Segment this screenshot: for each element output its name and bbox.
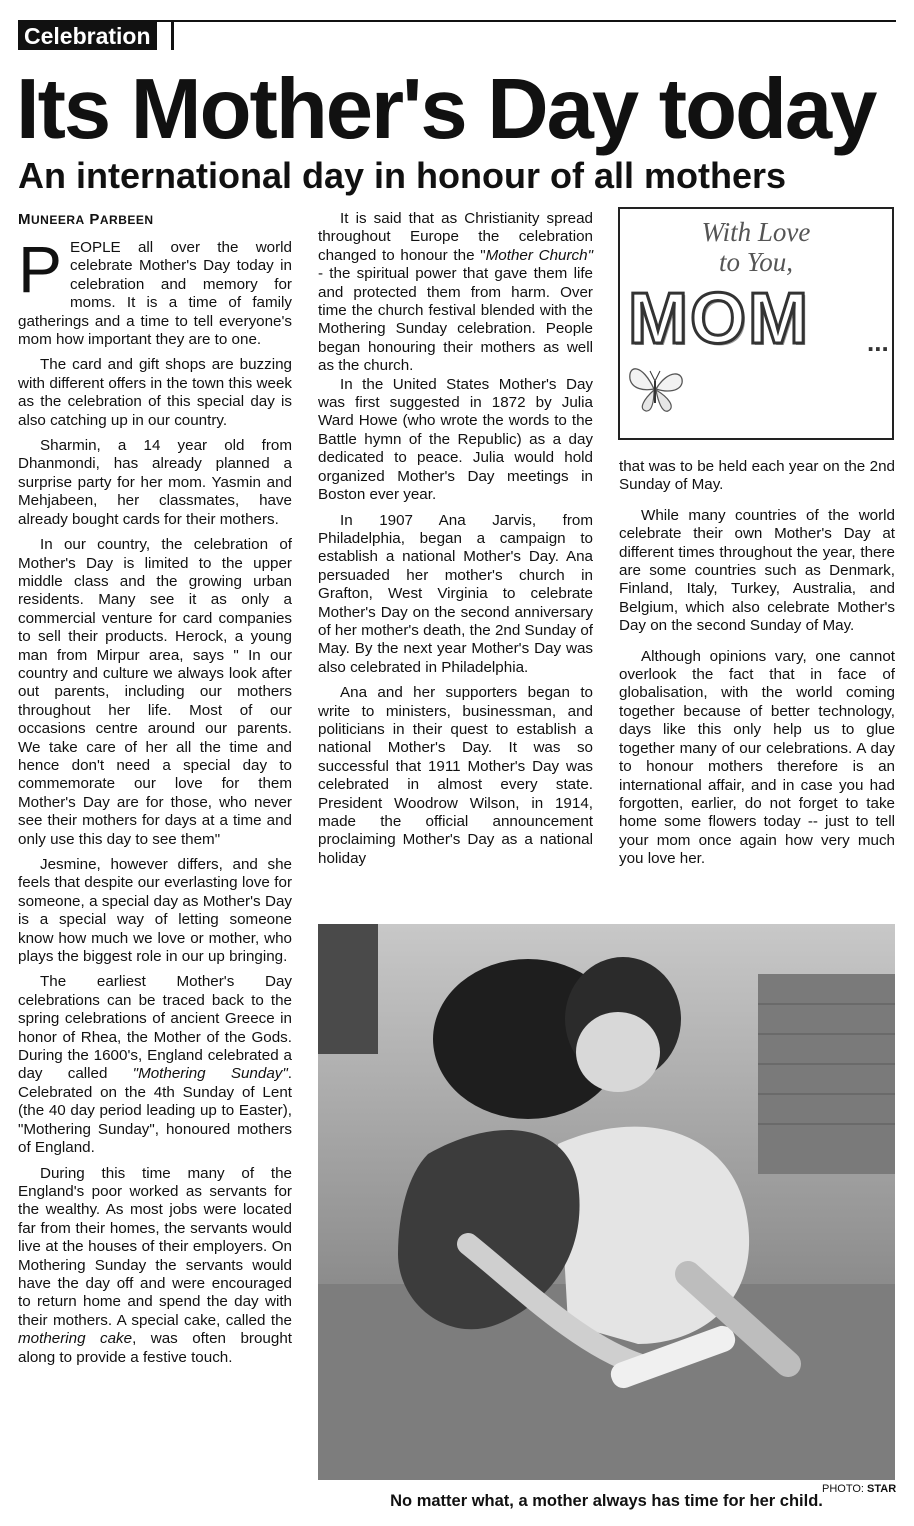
- paragraph: While many countries of the world celebrate their own Mother's Day at different times throughout the year, there are some countries such as Denmark, Finland, Italy, Turkey, Australia, and Belgium, which also celebrate Mother's Day on the second Sunday of May.: [619, 506, 895, 635]
- mothers-day-graphic: [618, 207, 894, 440]
- byline-last-rest: ARBEEN: [99, 213, 154, 227]
- paragraph: Although opinions vary, one cannot overlook the fact that in face of globalisation, with the world coming together because of better technology, days like this only help us to glue together many of our celebrations. A day to honour mothers therefore is an international affair, and in case you had forgotten, earlier, do not forget to take home some flowers today -- just to tell your mom once again how very much you love her.: [619, 647, 895, 868]
- photo-caption: No matter what, a mother always has time for her child.: [390, 1492, 823, 1510]
- byline-first-initial: M: [18, 211, 31, 228]
- paragraph: Jesmine, however differs, and she feels that despite our everlasting love for someone, a special day as Mother's Day is a special way of letting someone know how much we love or mother, who plays the biggest role in our up bringing.: [18, 856, 292, 966]
- paragraph-text: It is said that as Christianity spread throughout Europe the celebration changed to honour the ": [318, 210, 593, 264]
- drop-cap: P: [18, 232, 63, 306]
- emphasis-text: Mother Church": [485, 246, 593, 264]
- section-label: Celebration: [18, 22, 157, 50]
- article-column-2: [318, 210, 593, 868]
- mother-child-photo: [318, 924, 895, 1480]
- paragraph: [18, 232, 292, 349]
- paragraph: In the United States Mother's Day was first suggested in 1872 by Julia Ward Howe (who wrote the words to the Battle hymn of the Republic) as a day dedicated to peace. Julia would hold organized Mother's Day meetings in Boston ever year.: [318, 375, 593, 504]
- promo-ellipsis: ...: [867, 327, 889, 357]
- photo-illustration: [318, 924, 895, 1480]
- paragraph: that was to be held each year on the 2nd Sunday of May.: [619, 458, 895, 494]
- headline: Its Mother's Day today: [16, 62, 876, 157]
- paragraph-text: , was often brought along to provide a festive touch.: [18, 1330, 292, 1366]
- photo-credit-label: PHOTO:: [822, 1483, 868, 1495]
- paragraph-text: . Celebrated on the 4th Sunday of Lent (the 40 day period leading up to Easter), "Mothering Sunday", honoured mothers of England.: [18, 1065, 292, 1157]
- paragraph-text: During this time many of the England's poor worked as servants for the wealthy. As most jobs were located far from their homes, the servants would live at the houses of their employers. On Mothering Sunday the servants would have the day off and were encouraged to return home and spend the day with their mothers. A special cake, called the: [18, 1164, 292, 1329]
- paragraph-text: - the spiritual power that gave them life and protected them from harm. Over time the church festival blended with the Mothering Sunday celebration. People began honouring their mothers as well as the church.: [318, 265, 593, 375]
- butterfly-icon: [624, 359, 688, 421]
- promo-mom-word: MOM: [628, 279, 810, 359]
- promo-line-2: to You,: [718, 247, 794, 277]
- byline: [18, 211, 154, 228]
- article-column-3: [619, 458, 895, 869]
- paragraph: Ana and her supporters began to write to ministers, businessman, and politicians in their quest to establish a national Mother's Day. It was so successful that 1911 Mother's Day was celebrated in almost every state. President Woodrow Wilson, in 1914, made the official announcement proclaiming Mother's Day as a national holiday: [318, 684, 593, 867]
- paragraph: [18, 1165, 292, 1367]
- paragraph: In our country, the celebration of Mother's Day is limited to the upper middle class and the growing urban residents. Many see it as only a commercial venture for card companies to sell their products. Herock, a young man from Mirpur area, says " In our country and culture we always look after out parents, including our mothers throughout her life. Most of our occasions centre around our parents. We take care of her all the time and hence don't need a special day to commemorate our love for them Mother's Day are for those, who never see their mothers for days at a time and only use this day to see them": [18, 536, 292, 848]
- emphasis-text: "Mothering Sunday": [132, 1065, 288, 1083]
- promo-line-1: With Love: [701, 217, 811, 247]
- byline-last-initial: P: [89, 211, 100, 228]
- emphasis-text: mothering cake: [18, 1330, 133, 1348]
- article-column-1: [18, 232, 292, 1367]
- paragraph-text: EOPLE all over the world celebrate Mother's Day today in celebration and memory for moms. It is a time of family gatherings and a time to tell everyone's mom how important they are to one.: [18, 239, 292, 349]
- section-rule: [171, 22, 174, 50]
- paragraph-text: The earliest Mother's Day celebrations can be traced back to the spring celebrations of ancient Greece in honor of Rhea, the Mother of the Gods. During the 1600's, England celebrated a day called: [18, 973, 292, 1083]
- paragraph: Sharmin, a 14 year old from Dhanmondi, has already planned a surprise party for her mom. Yasmin and Mehjabeen, her classmates, have already bought cards for their mothers.: [18, 437, 292, 528]
- subheadline: An international day in honour of all mothers: [18, 155, 787, 196]
- paragraph: The card and gift shops are buzzing with different offers in the town this week as the celebration of this special day is also catching up in our country.: [18, 356, 292, 429]
- byline-first-rest: UNEERA: [31, 213, 85, 227]
- paragraph: [318, 210, 593, 376]
- paragraph: [18, 973, 292, 1157]
- photo-credit-source: STAR: [867, 1483, 897, 1495]
- paragraph: In 1907 Ana Jarvis, from Philadelphia, began a campaign to establish a national Mother's Day. Ana persuaded her mother's church in Grafton, West Virginia to celebrate Mother's Day on the second anniversary of her mother's death, the 2nd Sunday of May. By the next year Mother's Day was also celebrated in Philadelphia.: [318, 511, 593, 676]
